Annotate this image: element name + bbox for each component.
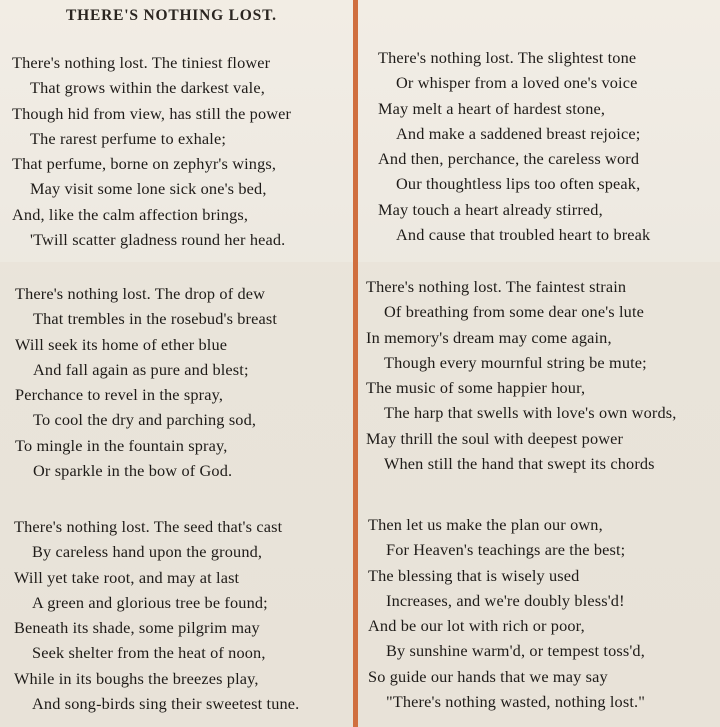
poem-line: To cool the dry and parching sod, — [33, 410, 257, 430]
poem-line: There's nothing lost. The seed that's cast — [14, 517, 283, 536]
poem-line: The rarest perfume to exhale; — [30, 128, 227, 148]
poem-line: And be our lot with rich or poor, — [368, 616, 585, 636]
poem-title: THERE'S NOTHING LOST. — [66, 7, 277, 24]
left-stanza-3 — [14, 514, 299, 716]
column-divider — [353, 0, 358, 727]
poem-line: May thrill the soul with deepest power — [366, 428, 624, 448]
poem-line: "There's nothing wasted, nothing lost." — [386, 692, 646, 712]
right-stanza-1 — [378, 45, 650, 247]
poem-line: And make a saddened breast rejoice; — [396, 123, 641, 143]
poem-line: That perfume, borne on zephyr's wings, — [12, 154, 277, 174]
poem-line: To mingle in the fountain spray, — [15, 435, 228, 455]
right-stanza-3 — [368, 512, 645, 714]
poem-line: So guide our hands that we may say — [368, 666, 608, 686]
poem-line: There's nothing lost. The tiniest flower — [12, 53, 271, 72]
poem-line: Perchance to revel in the spray, — [15, 385, 224, 405]
poem-line: For Heaven's teachings are the best; — [386, 540, 626, 560]
poem-line: Seek shelter from the heat of noon, — [32, 643, 266, 663]
right-stanza-2 — [366, 274, 676, 476]
poem-line: Our thoughtless lips too often speak, — [396, 174, 641, 194]
poem-line: Or sparkle in the bow of God. — [33, 461, 233, 481]
poem-line: And song-birds sing their sweetest tune. — [32, 694, 300, 714]
poem-line: The music of some happier hour, — [366, 378, 586, 398]
poem-line: 'Twill scatter gladness round her head. — [30, 230, 286, 250]
poem-line: Beneath its shade, some pilgrim may — [14, 618, 260, 638]
poem-line: Will seek its home of ether blue — [15, 334, 228, 354]
poem-line: May visit some lone sick one's bed, — [30, 179, 267, 199]
poem-line: Of breathing from some dear one's lute — [384, 302, 645, 322]
poem-line: And then, perchance, the careless word — [378, 149, 640, 169]
poem-line: There's nothing lost. The drop of dew — [15, 284, 266, 303]
poem-line: The harp that swells with love's own words, — [384, 403, 677, 423]
poem-line: Increases, and we're doubly bless'd! — [386, 590, 625, 610]
poem-line: There's nothing lost. The faintest strain — [366, 277, 627, 296]
left-stanza-2 — [15, 281, 277, 483]
poem-line: That trembles in the rosebud's breast — [33, 309, 278, 329]
poem-line: Will yet take root, and may at last — [14, 567, 240, 587]
poem-line: Though hid from view, has still the power — [12, 103, 292, 123]
poem-line: That grows within the darkest vale, — [30, 78, 265, 98]
poem-line: Though every mournful string be mute; — [384, 352, 647, 372]
poem-line: And cause that troubled heart to break — [396, 225, 651, 245]
poem-line: The blessing that is wisely used — [368, 565, 580, 585]
poem-line: May touch a heart already stirred, — [378, 199, 603, 219]
poem-line: While in its boughs the breezes play, — [14, 668, 259, 688]
poem-line: In memory's dream may come again, — [366, 327, 612, 347]
left-stanza-1 — [12, 50, 291, 252]
poem-line: A green and glorious tree be found; — [32, 592, 268, 612]
poem-line: Then let us make the plan our own, — [368, 515, 603, 534]
poem-line: There's nothing lost. The slightest tone — [378, 48, 637, 67]
poem-line: May melt a heart of hardest stone, — [378, 98, 606, 118]
poem-line: And fall again as pure and blest; — [33, 359, 249, 379]
poem-line: By careless hand upon the ground, — [32, 542, 263, 562]
poem-line: By sunshine warm'd, or tempest toss'd, — [386, 641, 645, 661]
poem-line: When still the hand that swept its chords — [384, 454, 655, 474]
poem-line: Or whisper from a loved one's voice — [396, 73, 638, 93]
poem-line: And, like the calm affection brings, — [12, 204, 249, 224]
